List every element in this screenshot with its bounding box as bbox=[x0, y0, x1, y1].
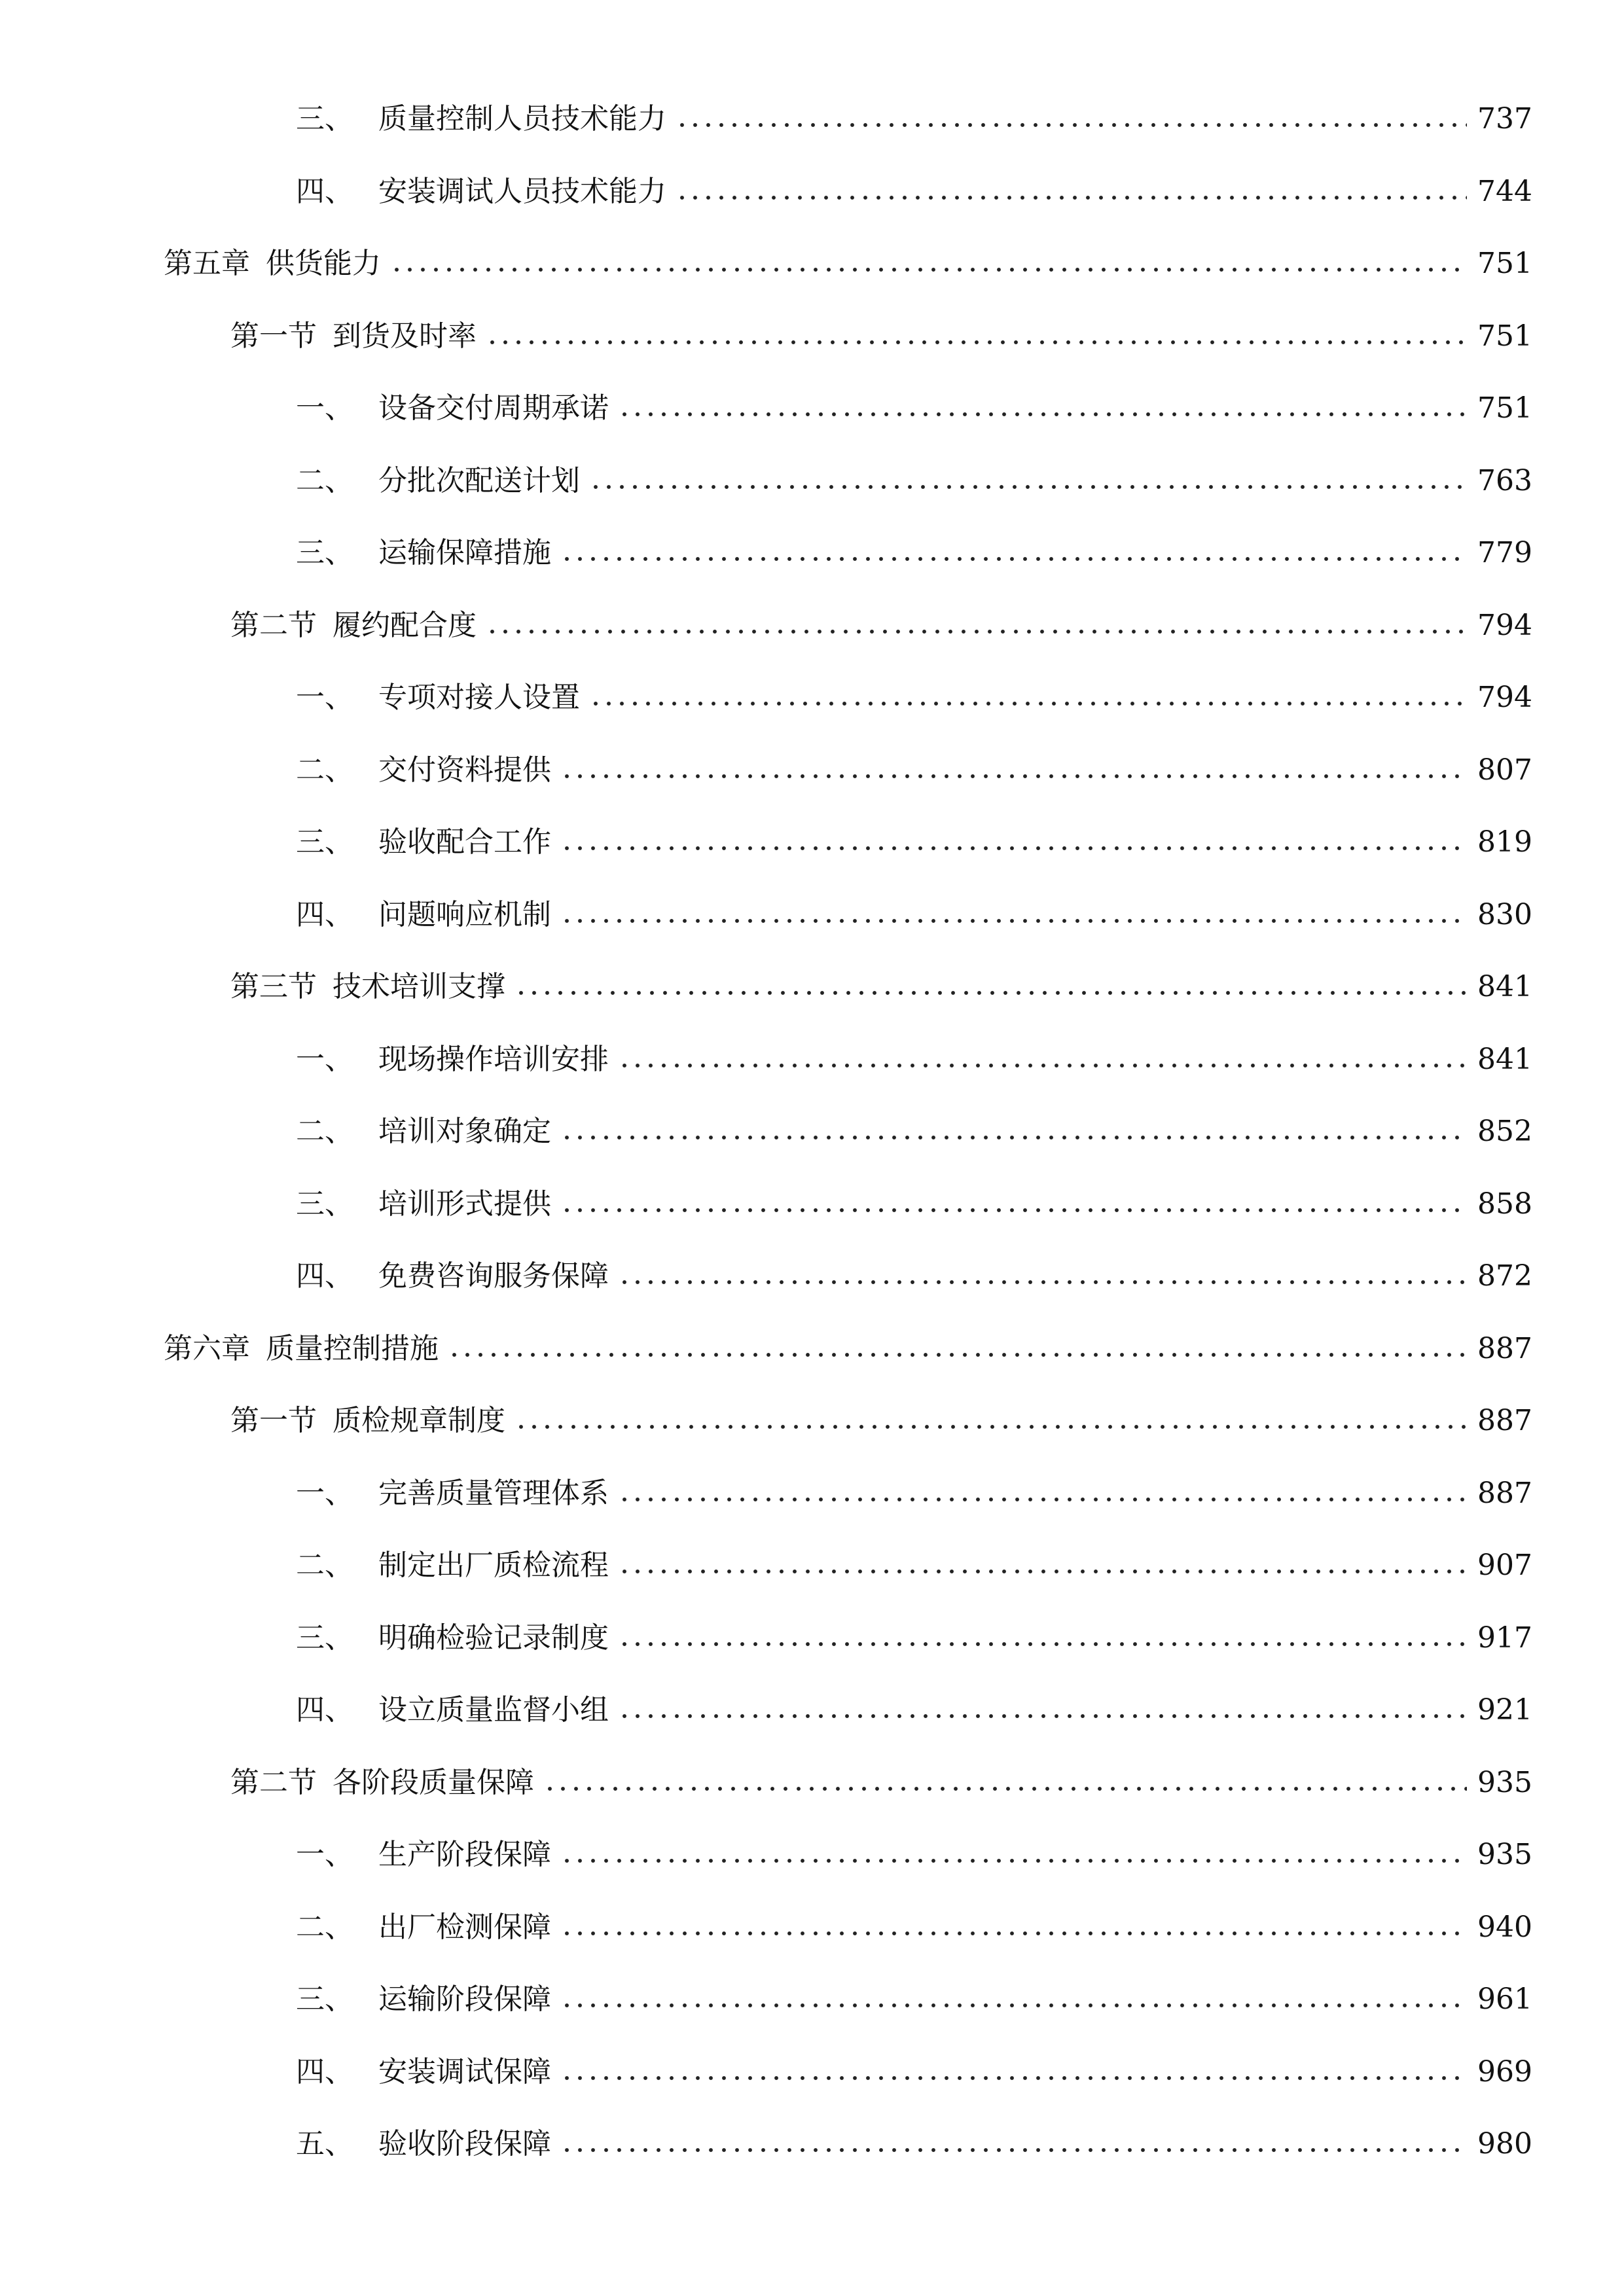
toc-entry-page-number: 763 bbox=[1477, 463, 1532, 497]
dot-leader bbox=[486, 340, 1467, 344]
toc-entry-number: 第六章 bbox=[164, 1331, 250, 1365]
toc-entry-number: 二、 bbox=[296, 1910, 353, 1944]
toc-entry-page-number: 935 bbox=[1477, 1765, 1532, 1799]
toc-entry-number: 三、 bbox=[296, 1982, 353, 2016]
toc-entry-section[interactable] bbox=[0, 1397, 1624, 1444]
dot-leader bbox=[589, 702, 1467, 706]
toc-entry-number: 三、 bbox=[296, 1621, 353, 1655]
toc-entry-number: 三、 bbox=[296, 102, 353, 135]
toc-entry-title: 完善质量管理体系 bbox=[378, 1476, 609, 1510]
toc-entry-item[interactable] bbox=[0, 529, 1624, 577]
toc-entry-page-number: 940 bbox=[1477, 1910, 1532, 1944]
toc-entry-page-number: 841 bbox=[1477, 970, 1532, 1003]
toc-entry-title: 问题响应机制 bbox=[378, 897, 551, 931]
toc-entry-number: 二、 bbox=[296, 1115, 353, 1148]
toc-entry-item[interactable] bbox=[0, 1831, 1624, 1878]
toc-entry-title: 安装调试人员技术能力 bbox=[378, 174, 666, 208]
dot-leader bbox=[514, 991, 1467, 995]
toc-entry-section[interactable] bbox=[0, 602, 1624, 649]
dot-leader bbox=[560, 846, 1467, 850]
toc-entry-title: 质检规章制度 bbox=[333, 1404, 505, 1437]
toc-entry-item[interactable] bbox=[0, 1036, 1624, 1083]
toc-entry-title: 专项对接人设置 bbox=[378, 681, 580, 714]
toc-entry-item[interactable] bbox=[0, 1542, 1624, 1589]
dot-leader bbox=[618, 1570, 1467, 1573]
toc-entry-title: 运输阶段保障 bbox=[378, 1982, 551, 2016]
toc-entry-title: 设立质量监督小组 bbox=[378, 1693, 609, 1727]
toc-entry-number: 三、 bbox=[296, 536, 353, 569]
toc-entry-number: 四、 bbox=[296, 1259, 353, 1293]
toc-entry-number: 第五章 bbox=[164, 247, 250, 280]
toc-entry-chapter[interactable] bbox=[0, 240, 1624, 287]
toc-entry-item[interactable] bbox=[0, 2121, 1624, 2168]
toc-entry-page-number: 887 bbox=[1477, 1404, 1532, 1437]
dot-leader bbox=[676, 196, 1467, 200]
toc-entry-number: 二、 bbox=[296, 753, 353, 787]
dot-leader bbox=[560, 1859, 1467, 1863]
toc-entry-title: 验收配合工作 bbox=[378, 825, 551, 859]
toc-entry-page-number: 744 bbox=[1477, 174, 1532, 208]
toc-entry-title: 现场操作培训安排 bbox=[378, 1042, 609, 1076]
toc-entry-page-number: 980 bbox=[1477, 2127, 1532, 2161]
toc-entry-number: 四、 bbox=[296, 174, 353, 208]
toc-entry-title: 免费咨询服务保障 bbox=[378, 1259, 609, 1293]
toc-entry-number: 四、 bbox=[296, 897, 353, 931]
toc-entry-number: 三、 bbox=[296, 1187, 353, 1221]
dot-leader bbox=[543, 1787, 1467, 1791]
toc-entry-title: 运输保障措施 bbox=[378, 536, 551, 569]
dot-leader bbox=[589, 485, 1467, 489]
toc-entry-number: 二、 bbox=[296, 1549, 353, 1582]
dot-leader bbox=[560, 2076, 1467, 2080]
toc-entry-item[interactable] bbox=[0, 1976, 1624, 2023]
toc-entry-number: 第二节 bbox=[230, 1765, 317, 1799]
dot-leader bbox=[618, 412, 1467, 416]
dot-leader bbox=[618, 1498, 1467, 1501]
dot-leader bbox=[560, 2003, 1467, 2007]
toc-entry-title: 各阶段质量保障 bbox=[333, 1765, 534, 1799]
toc-entry-title: 分批次配送计划 bbox=[378, 463, 580, 497]
toc-entry-title: 质量控制人员技术能力 bbox=[378, 102, 666, 135]
toc-entry-title: 履约配合度 bbox=[333, 608, 477, 642]
toc-entry-item[interactable] bbox=[0, 674, 1624, 721]
toc-entry-title: 培训形式提供 bbox=[378, 1187, 551, 1221]
dot-leader bbox=[560, 1931, 1467, 1935]
toc-entry-title: 到货及时率 bbox=[333, 319, 477, 353]
toc-entry-page-number: 830 bbox=[1477, 897, 1532, 931]
toc-entry-page-number: 751 bbox=[1477, 247, 1532, 280]
toc-entry-page-number: 917 bbox=[1477, 1621, 1532, 1655]
dot-leader bbox=[560, 774, 1467, 778]
toc-entry-page-number: 935 bbox=[1477, 1838, 1532, 1871]
toc-entry-page-number: 794 bbox=[1477, 681, 1532, 714]
toc-entry-section[interactable] bbox=[0, 963, 1624, 1011]
toc-entry-title: 交付资料提供 bbox=[378, 753, 551, 787]
toc-entry-section[interactable] bbox=[0, 313, 1624, 360]
toc-entry-page-number: 872 bbox=[1477, 1259, 1532, 1293]
toc-entry-page-number: 751 bbox=[1477, 391, 1532, 425]
toc-entry-title: 制定出厂质检流程 bbox=[378, 1549, 609, 1582]
toc-entry-number: 第一节 bbox=[230, 319, 317, 353]
dot-leader bbox=[618, 1280, 1467, 1284]
toc-entry-chapter[interactable] bbox=[0, 1325, 1624, 1372]
toc-entry-title: 验收阶段保障 bbox=[378, 2127, 551, 2161]
toc-entry-title: 技术培训支撑 bbox=[333, 970, 505, 1003]
toc-entry-page-number: 779 bbox=[1477, 536, 1532, 569]
toc-entry-item[interactable] bbox=[0, 1687, 1624, 1734]
dot-leader bbox=[486, 630, 1467, 634]
toc-entry-number: 一、 bbox=[296, 1838, 353, 1871]
toc-entry-number: 一、 bbox=[296, 1476, 353, 1510]
toc-entry-number: 一、 bbox=[296, 681, 353, 714]
toc-entry-item[interactable] bbox=[0, 1615, 1624, 1662]
toc-entry-page-number: 969 bbox=[1477, 2054, 1532, 2089]
toc-entry-page-number: 921 bbox=[1477, 1693, 1532, 1727]
toc-entry-title: 质量控制措施 bbox=[266, 1331, 439, 1365]
toc-entry-title: 设备交付周期承诺 bbox=[378, 391, 609, 425]
toc-entry-item[interactable] bbox=[0, 1253, 1624, 1300]
toc-entry-section[interactable] bbox=[0, 1759, 1624, 1806]
dot-leader bbox=[618, 1642, 1467, 1646]
dot-leader bbox=[514, 1425, 1467, 1429]
dot-leader bbox=[676, 123, 1467, 127]
toc-entry-number: 四、 bbox=[296, 1693, 353, 1727]
toc-entry-title: 出厂检测保障 bbox=[378, 1910, 551, 1944]
toc-entry-item[interactable] bbox=[0, 385, 1624, 432]
toc-entry-item[interactable] bbox=[0, 457, 1624, 505]
toc-entry-page-number: 794 bbox=[1477, 608, 1532, 642]
toc-entry-page-number: 807 bbox=[1477, 753, 1532, 787]
toc-entry-item[interactable] bbox=[0, 1470, 1624, 1517]
dot-leader bbox=[560, 557, 1467, 561]
dot-leader bbox=[618, 1064, 1467, 1067]
toc-entry-item[interactable] bbox=[0, 891, 1624, 939]
toc-entry-title: 生产阶段保障 bbox=[378, 1838, 551, 1871]
toc-entry-title: 供货能力 bbox=[266, 247, 381, 280]
toc-entry-title: 安装调试保障 bbox=[378, 2054, 551, 2089]
toc-entry-number: 五、 bbox=[296, 2127, 353, 2161]
toc-entry-page-number: 751 bbox=[1477, 319, 1532, 353]
dot-leader bbox=[560, 1208, 1467, 1212]
toc-entry-item[interactable] bbox=[0, 168, 1624, 215]
toc-entry-page-number: 887 bbox=[1477, 1331, 1532, 1365]
toc-entry-item[interactable] bbox=[0, 1904, 1624, 1951]
toc-entry-page-number: 841 bbox=[1477, 1042, 1532, 1076]
toc-entry-page-number: 961 bbox=[1477, 1982, 1532, 2016]
toc-entry-page-number: 887 bbox=[1477, 1476, 1532, 1510]
toc-entry-item[interactable] bbox=[0, 2049, 1624, 2096]
dot-leader bbox=[560, 919, 1467, 923]
toc-entry-number: 四、 bbox=[296, 2054, 353, 2089]
toc-entry-page-number: 852 bbox=[1477, 1115, 1532, 1148]
toc-entry-item[interactable] bbox=[0, 1108, 1624, 1155]
toc-entry-title: 培训对象确定 bbox=[378, 1115, 551, 1148]
toc-entry-number: 二、 bbox=[296, 463, 353, 497]
dot-leader bbox=[390, 268, 1467, 272]
toc-entry-number: 第三节 bbox=[230, 970, 317, 1003]
dot-leader bbox=[560, 1136, 1467, 1139]
toc-entry-title: 明确检验记录制度 bbox=[378, 1621, 609, 1655]
toc-entry-page-number: 819 bbox=[1477, 825, 1532, 859]
toc-entry-page-number: 858 bbox=[1477, 1187, 1532, 1221]
toc-entry-number: 第二节 bbox=[230, 608, 317, 642]
toc-entry-item[interactable] bbox=[0, 1181, 1624, 1228]
toc-entry-item[interactable] bbox=[0, 819, 1624, 866]
toc-entry-number: 一、 bbox=[296, 391, 353, 425]
toc-entry-number: 第一节 bbox=[230, 1404, 317, 1437]
dot-leader bbox=[448, 1353, 1467, 1357]
dot-leader bbox=[618, 1714, 1467, 1718]
toc-entry-item[interactable] bbox=[0, 96, 1624, 143]
toc-entry-page-number: 907 bbox=[1477, 1549, 1532, 1582]
toc-entry-number: 三、 bbox=[296, 825, 353, 859]
dot-leader bbox=[560, 2148, 1467, 2152]
toc-entry-page-number: 737 bbox=[1477, 102, 1532, 135]
toc-entry-number: 一、 bbox=[296, 1042, 353, 1076]
toc-entry-item[interactable] bbox=[0, 747, 1624, 794]
